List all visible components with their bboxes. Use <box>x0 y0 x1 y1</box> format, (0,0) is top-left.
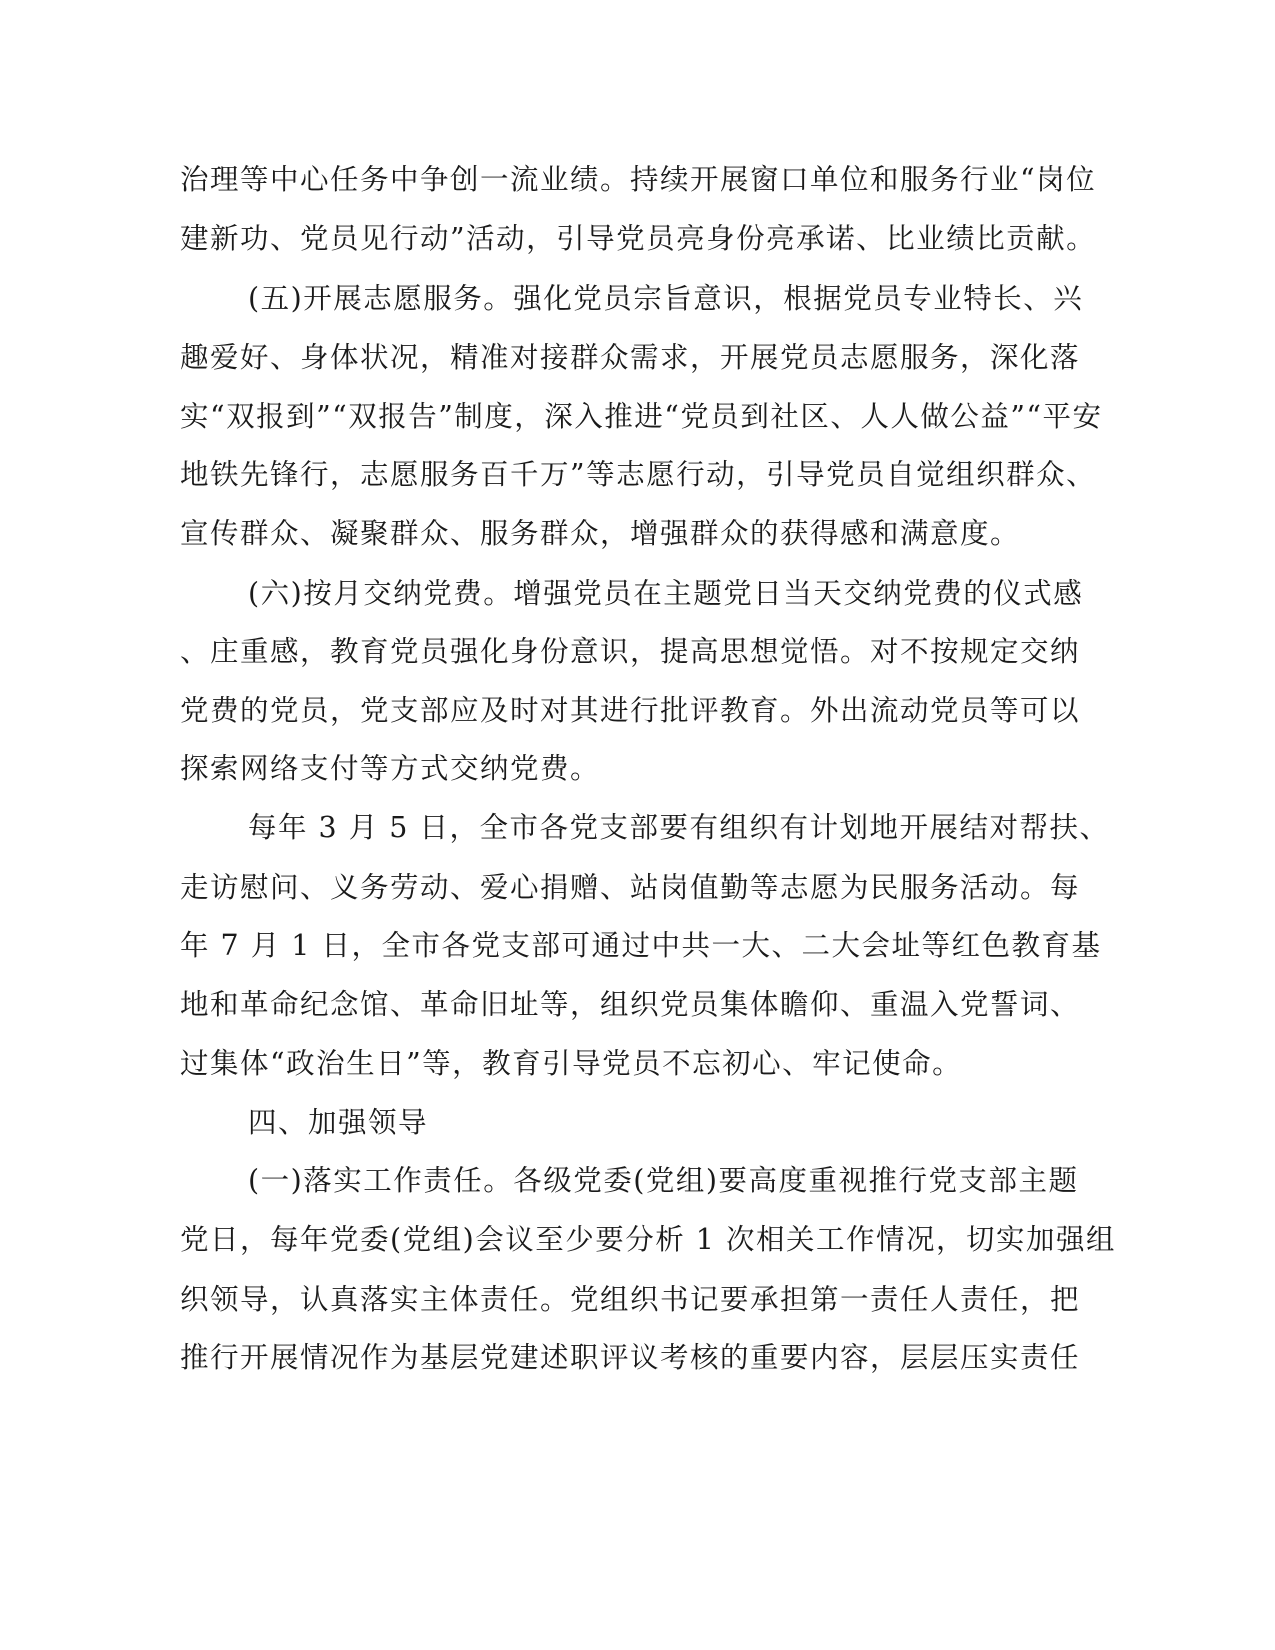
body-text-line: 地铁先锋行，志愿服务百千万”等志愿行动，引导党员自觉组织群众、 <box>180 458 1097 491</box>
body-text-line: 走访慰问、义务劳动、爱心捐赠、站岗值勤等志愿为民服务活动。每 <box>180 871 1081 904</box>
body-text-line: 推行开展情况作为基层党建述职评议考核的重要内容，层层压实责任 <box>180 1341 1081 1374</box>
body-text-line: 地和革命纪念馆、革命旧址等，组织党员集体瞻仰、重温入党誓词、 <box>180 988 1081 1021</box>
body-text-line: 过集体“政治生日”等，教育引导党员不忘初心、牢记使命。 <box>180 1047 963 1080</box>
body-text-line: 、庄重感，教育党员强化身份意识，提高思想觉悟。对不按规定交纳 <box>180 635 1081 668</box>
paragraph-first-line: 每年 3 月 5 日，全市各党支部要有组织有计划地开展结对帮扶、 <box>248 811 1110 844</box>
body-text-line: 实“双报到”“双报告”制度，深入推进“党员到社区、人人做公益”“平安 <box>180 400 1103 433</box>
body-text-line: 宣传群众、凝聚群众、服务群众，增强群众的获得感和满意度。 <box>180 517 1021 550</box>
body-text-line: 党费的党员，党支部应及时对其进行批评教育。外出流动党员等可以 <box>180 694 1081 727</box>
body-text-line: 趣爱好、身体状况，精准对接群众需求，开展党员志愿服务，深化落 <box>180 341 1081 374</box>
body-text-line: 年 7 月 1 日，全市各党支部可通过中共一大、二大会址等红色教育基 <box>180 929 1102 962</box>
paragraph-heading-line: (六)按月交纳党费。增强党员在主题党日当天交纳党费的仪式感 <box>248 577 1084 610</box>
body-text-line: 治理等中心任务中争创一流业绩。持续开展窗口单位和服务行业“岗位 <box>180 163 1097 196</box>
body-text-line: 党日，每年党委(党组)会议至少要分析 1 次相关工作情况，切实加强组 <box>180 1223 1116 1256</box>
body-text-line: 建新功、党员见行动”活动，引导党员亮身份亮承诺、比业绩比贡献。 <box>180 222 1097 255</box>
body-text-line: 探索网络支付等方式交纳党费。 <box>180 752 601 785</box>
body-text-line: 织领导，认真落实主体责任。党组织书记要承担第一责任人责任，把 <box>180 1283 1081 1316</box>
section-heading: 四、加强领导 <box>248 1106 429 1139</box>
paragraph-heading-line: (一)落实工作责任。各级党委(党组)要高度重视推行党支部主题 <box>248 1164 1079 1197</box>
paragraph-heading-line: (五)开展志愿服务。强化党员宗旨意识，根据党员专业特长、兴 <box>248 282 1084 315</box>
